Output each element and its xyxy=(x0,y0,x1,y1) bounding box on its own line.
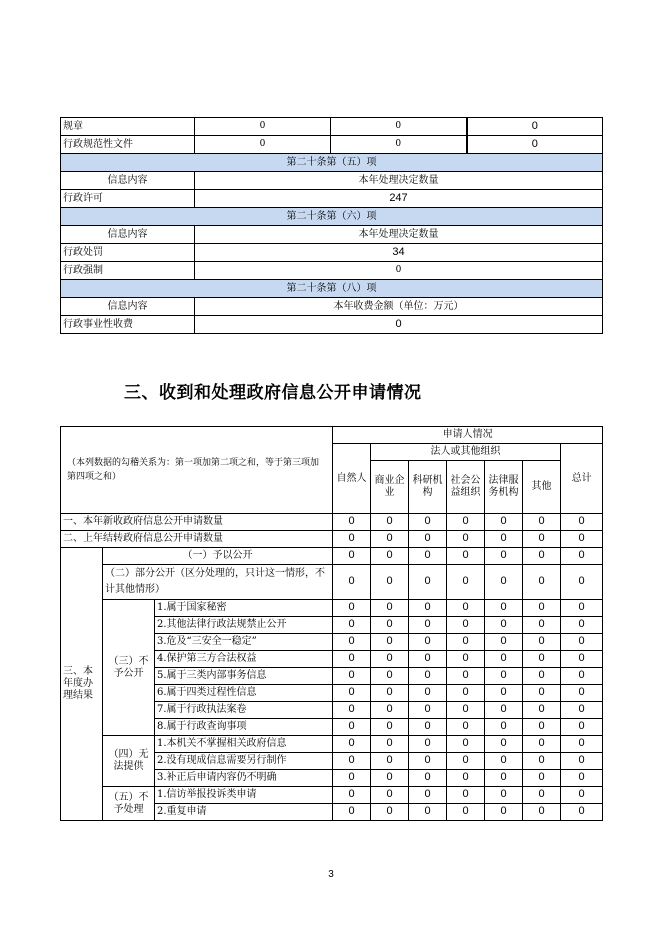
table-row xyxy=(61,316,603,334)
value-cell: 0 xyxy=(447,736,485,753)
value-cell: 0 xyxy=(195,316,603,334)
column-header: 法律服务机构 xyxy=(485,461,523,514)
table-row xyxy=(61,262,603,280)
value-cell: 0 xyxy=(447,804,485,821)
value-cell: 0 xyxy=(409,531,447,548)
table-row xyxy=(61,136,603,154)
row-label: 行政处罚 xyxy=(61,244,195,262)
value-cell: 0 xyxy=(409,702,447,719)
column-header: 社会公益组织 xyxy=(447,461,485,514)
section-title-row xyxy=(61,280,603,298)
value-cell: 0 xyxy=(447,770,485,787)
column-header: 科研机构 xyxy=(409,461,447,514)
value-cell: 0 xyxy=(409,634,447,651)
value-cell: 0 xyxy=(523,514,561,531)
row-label: 行政规范性文件 xyxy=(61,136,195,154)
value-cell: 0 xyxy=(409,753,447,770)
table-row xyxy=(61,565,603,600)
value-cell: 0 xyxy=(409,651,447,668)
section-title: 第二十条第（六）项 xyxy=(61,208,603,226)
column-header: 商业企业 xyxy=(371,461,409,514)
value-cell: 0 xyxy=(523,685,561,702)
value-cell: 0 xyxy=(333,651,371,668)
value-cell: 0 xyxy=(561,651,603,668)
column-header: 信息内容 xyxy=(61,298,195,316)
value-cell: 0 xyxy=(409,565,447,600)
value-cell: 0 xyxy=(523,548,561,565)
value-cell: 0 xyxy=(409,617,447,634)
row-label: 一、本年新收政府信息公开申请数量 xyxy=(61,514,333,531)
value-cell: 0 xyxy=(409,770,447,787)
value-cell: 0 xyxy=(409,719,447,736)
value-cell: 0 xyxy=(561,548,603,565)
value-cell: 0 xyxy=(523,804,561,821)
value-cell: 0 xyxy=(561,617,603,634)
value-cell: 0 xyxy=(467,136,603,154)
row-label: 8.属于行政查询事项 xyxy=(155,719,333,736)
value-cell: 0 xyxy=(333,668,371,685)
value-cell: 0 xyxy=(485,514,523,531)
value-cell: 0 xyxy=(523,719,561,736)
row-label: 1.本机关不掌握相关政府信息 xyxy=(155,736,333,753)
value-cell: 0 xyxy=(331,118,467,136)
table-row xyxy=(61,514,603,531)
value-cell: 0 xyxy=(371,600,409,617)
value-cell: 0 xyxy=(333,719,371,736)
row-label: 3.危及“三安全一稳定” xyxy=(155,634,333,651)
value-cell: 0 xyxy=(561,634,603,651)
value-cell: 0 xyxy=(333,617,371,634)
value-cell: 0 xyxy=(409,736,447,753)
value-cell: 0 xyxy=(333,702,371,719)
value-cell: 247 xyxy=(195,190,603,208)
value-cell: 0 xyxy=(371,531,409,548)
column-header: 其他 xyxy=(523,461,561,514)
value-cell: 0 xyxy=(409,804,447,821)
value-cell: 0 xyxy=(195,136,331,154)
value-cell: 0 xyxy=(409,600,447,617)
table-row xyxy=(61,600,603,617)
section-title-row xyxy=(61,154,603,172)
value-cell: 0 xyxy=(447,531,485,548)
value-cell: 0 xyxy=(447,685,485,702)
value-cell: 0 xyxy=(447,651,485,668)
application-stats-table xyxy=(60,426,603,821)
value-cell: 0 xyxy=(523,565,561,600)
header-row xyxy=(61,226,603,244)
column-header: 自然人 xyxy=(333,444,371,514)
value-cell: 0 xyxy=(523,702,561,719)
value-cell: 0 xyxy=(333,514,371,531)
value-cell: 0 xyxy=(523,668,561,685)
value-cell: 0 xyxy=(485,736,523,753)
value-cell: 0 xyxy=(561,531,603,548)
header-row xyxy=(61,298,603,316)
value-cell: 0 xyxy=(485,787,523,804)
value-cell: 0 xyxy=(561,702,603,719)
row-label: 4.保护第三方合法权益 xyxy=(155,651,333,668)
table-row xyxy=(61,118,603,136)
page-number: 3 xyxy=(328,869,334,880)
value-cell: 0 xyxy=(447,719,485,736)
value-cell: 0 xyxy=(447,514,485,531)
column-header: 本年处理决定数量 xyxy=(195,172,603,190)
value-cell: 0 xyxy=(371,719,409,736)
row-label: 规章 xyxy=(61,118,195,136)
value-cell: 0 xyxy=(371,514,409,531)
value-cell: 0 xyxy=(561,804,603,821)
value-cell: 0 xyxy=(467,118,603,136)
value-cell: 0 xyxy=(485,702,523,719)
value-cell: 0 xyxy=(561,685,603,702)
value-cell: 0 xyxy=(561,753,603,770)
column-header: 总计 xyxy=(561,444,603,514)
value-cell: 0 xyxy=(447,702,485,719)
value-cell: 0 xyxy=(561,770,603,787)
row-label: 二、上年结转政府信息公开申请数量 xyxy=(61,531,333,548)
table-row xyxy=(61,548,603,565)
value-cell: 0 xyxy=(333,634,371,651)
value-cell: 0 xyxy=(371,685,409,702)
table-row xyxy=(61,190,603,208)
value-cell: 0 xyxy=(485,770,523,787)
value-cell: 0 xyxy=(333,531,371,548)
row-label: 行政事业性收费 xyxy=(61,316,195,334)
value-cell: 0 xyxy=(371,548,409,565)
value-cell: 0 xyxy=(371,668,409,685)
value-cell: 0 xyxy=(371,634,409,651)
value-cell: 0 xyxy=(331,136,467,154)
table-row xyxy=(61,787,603,804)
column-header: 法人或其他组织 xyxy=(371,444,561,461)
table-row xyxy=(61,736,603,753)
value-cell: 0 xyxy=(561,600,603,617)
row-label: （一）予以公开 xyxy=(103,548,333,565)
value-cell: 0 xyxy=(333,685,371,702)
row-label: 行政强制 xyxy=(61,262,195,280)
value-cell: 0 xyxy=(409,548,447,565)
row-label: 3.补正后申请内容仍不明确 xyxy=(155,770,333,787)
value-cell: 0 xyxy=(371,736,409,753)
value-cell: 0 xyxy=(371,804,409,821)
value-cell: 0 xyxy=(333,753,371,770)
value-cell: 0 xyxy=(195,118,331,136)
section-title-row xyxy=(61,208,603,226)
value-cell: 0 xyxy=(333,565,371,600)
section-heading: 三、收到和处理政府信息公开申请情况 xyxy=(124,383,422,403)
value-cell: 0 xyxy=(371,753,409,770)
value-cell: 0 xyxy=(523,736,561,753)
value-cell: 0 xyxy=(561,719,603,736)
value-cell: 0 xyxy=(523,787,561,804)
value-cell: 0 xyxy=(561,565,603,600)
value-cell: 0 xyxy=(485,804,523,821)
value-cell: 0 xyxy=(523,651,561,668)
row-label: （二）部分公开（区分处理的，只计这一情形，不计其他情形） xyxy=(103,565,333,600)
value-cell: 0 xyxy=(485,719,523,736)
subgroup-label: （三）不予公开 xyxy=(103,600,155,736)
column-header: 申请人情况 xyxy=(333,427,603,444)
value-cell: 0 xyxy=(485,668,523,685)
regulation-stats-table xyxy=(60,117,603,334)
value-cell: 0 xyxy=(195,262,603,280)
value-cell: 0 xyxy=(409,685,447,702)
table-row xyxy=(61,244,603,262)
value-cell: 0 xyxy=(523,531,561,548)
row-label: 1.信访举报投诉类申请 xyxy=(155,787,333,804)
value-cell: 0 xyxy=(485,753,523,770)
column-header: 本年处理决定数量 xyxy=(195,226,603,244)
value-cell: 0 xyxy=(485,634,523,651)
row-label: 6.属于四类过程性信息 xyxy=(155,685,333,702)
value-cell: 0 xyxy=(333,770,371,787)
row-label: 2.没有现成信息需要另行制作 xyxy=(155,753,333,770)
value-cell: 0 xyxy=(523,753,561,770)
row-label: 5.属于三类内部事务信息 xyxy=(155,668,333,685)
table-row xyxy=(61,531,603,548)
value-cell: 0 xyxy=(333,548,371,565)
row-label: 2.其他法律行政法规禁止公开 xyxy=(155,617,333,634)
value-cell: 0 xyxy=(447,548,485,565)
value-cell: 0 xyxy=(485,531,523,548)
value-cell: 0 xyxy=(333,600,371,617)
row-label: 1.属于国家秘密 xyxy=(155,600,333,617)
value-cell: 0 xyxy=(409,787,447,804)
row-label: 7.属于行政执法案卷 xyxy=(155,702,333,719)
column-header: 信息内容 xyxy=(61,226,195,244)
value-cell: 0 xyxy=(447,565,485,600)
value-cell: 0 xyxy=(485,617,523,634)
value-cell: 0 xyxy=(447,787,485,804)
value-cell: 0 xyxy=(333,787,371,804)
value-cell: 0 xyxy=(447,634,485,651)
value-cell: 0 xyxy=(447,668,485,685)
header-row xyxy=(61,427,603,444)
value-cell: 0 xyxy=(523,617,561,634)
value-cell: 0 xyxy=(523,770,561,787)
value-cell: 0 xyxy=(371,565,409,600)
value-cell: 0 xyxy=(333,736,371,753)
value-cell: 0 xyxy=(371,617,409,634)
section-title: 第二十条第（五）项 xyxy=(61,154,603,172)
value-cell: 0 xyxy=(523,634,561,651)
value-cell: 0 xyxy=(561,787,603,804)
header-row xyxy=(61,172,603,190)
value-cell: 0 xyxy=(561,514,603,531)
value-cell: 0 xyxy=(485,651,523,668)
value-cell: 0 xyxy=(447,617,485,634)
value-cell: 0 xyxy=(371,770,409,787)
value-cell: 0 xyxy=(561,736,603,753)
value-cell: 0 xyxy=(485,600,523,617)
value-cell: 0 xyxy=(447,600,485,617)
value-cell: 0 xyxy=(485,685,523,702)
value-cell: 0 xyxy=(409,514,447,531)
subgroup-label: （四）无法提供 xyxy=(103,736,155,787)
value-cell: 0 xyxy=(371,702,409,719)
value-cell: 0 xyxy=(371,787,409,804)
value-cell: 0 xyxy=(409,668,447,685)
value-cell: 0 xyxy=(561,668,603,685)
value-cell: 0 xyxy=(523,600,561,617)
result-group-label: 三、本年度办理结果 xyxy=(61,548,103,821)
subgroup-label: （五）不予处理 xyxy=(103,787,155,821)
column-header: 本年收费金额（单位：万元） xyxy=(195,298,603,316)
value-cell: 0 xyxy=(333,804,371,821)
value-cell: 0 xyxy=(447,753,485,770)
value-cell: 0 xyxy=(485,565,523,600)
row-label: 2.重复申请 xyxy=(155,804,333,821)
column-header: 信息内容 xyxy=(61,172,195,190)
value-cell: 34 xyxy=(195,244,603,262)
row-label: 行政许可 xyxy=(61,190,195,208)
value-cell: 0 xyxy=(485,548,523,565)
section-title: 第二十条第（八）项 xyxy=(61,280,603,298)
value-cell: 0 xyxy=(371,651,409,668)
header-note: （本列数据的勾稽关系为：第一项加第二项之和，等于第三项加第四项之和） xyxy=(61,427,333,514)
